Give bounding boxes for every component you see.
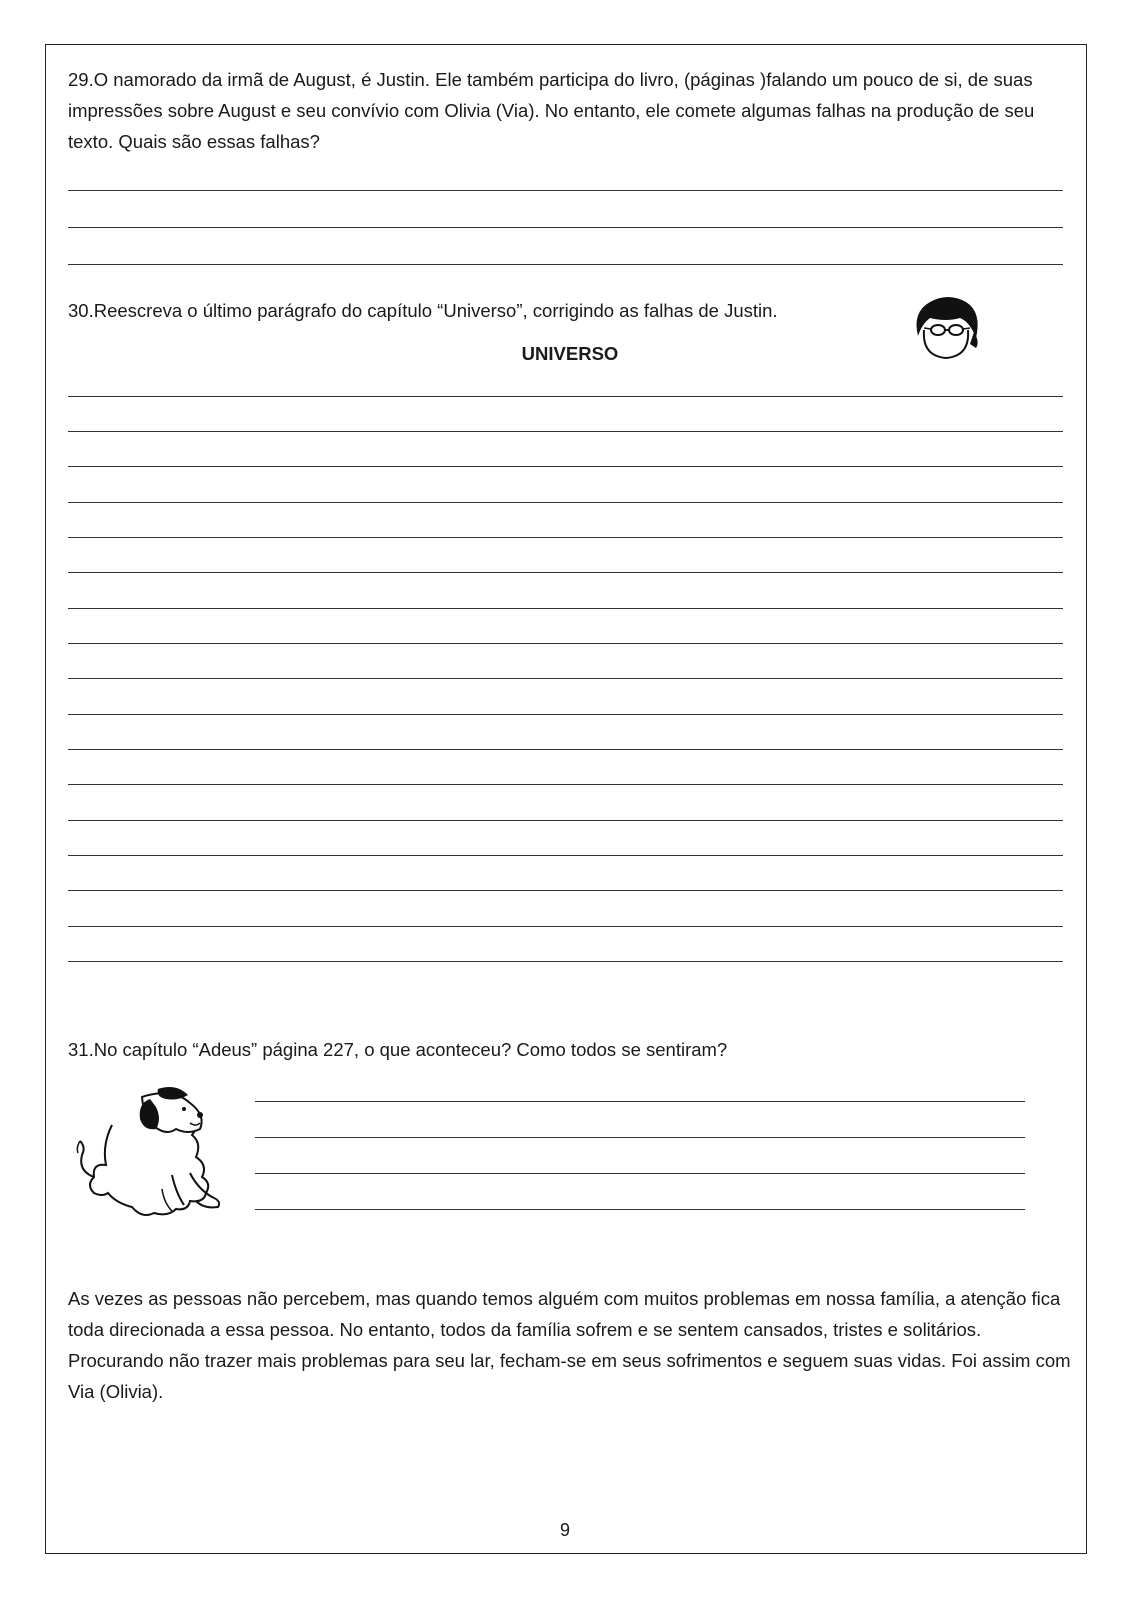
answer-line[interactable] xyxy=(68,855,1063,856)
answer-line[interactable] xyxy=(68,926,1063,927)
answer-line[interactable] xyxy=(68,502,1063,503)
answer-line[interactable] xyxy=(68,190,1063,191)
question-29: 29.O namorado da irmã de August, é Justin. Ele também participa do livro, (páginas )falando um pouco de si, de suas impressões sobre August e seu convívio com Olivia (Via). No entanto, ele comete algumas falhas na produção de seu texto. Quais são essas falhas? xyxy=(68,69,1035,152)
question-31: 31.No capítulo “Adeus” página 227, o que aconteceu? Como todos se sentiram? xyxy=(68,1039,728,1060)
answer-line[interactable] xyxy=(68,572,1063,573)
answer-line[interactable] xyxy=(255,1137,1025,1138)
answer-line[interactable] xyxy=(68,431,1063,432)
section-heading-universo: UNIVERSO xyxy=(521,343,619,364)
answer-line[interactable] xyxy=(68,749,1063,750)
face-with-glasses-icon xyxy=(910,292,985,364)
closing-paragraph: As vezes as pessoas não percebem, mas quando temos alguém com muitos problemas em nossa família, a atenção fica toda direcionada a essa pessoa. No entanto, todos da família sofrem e se sentem cansados, tristes e solitários. Procurando não trazer mais problemas para seu lar, fecham-se em seus sofrimentos e seguem suas vidas. Foi assim com Via (Olivia). xyxy=(68,1288,1071,1402)
answer-line[interactable] xyxy=(68,714,1063,715)
answer-line[interactable] xyxy=(68,396,1063,397)
answer-line[interactable] xyxy=(68,608,1063,609)
answer-line[interactable] xyxy=(68,784,1063,785)
page-number: 9 xyxy=(559,1520,570,1540)
dog-icon xyxy=(72,1085,232,1225)
question-30: 30.Reescreva o último parágrafo do capítulo “Universo”, corrigindo as falhas de Justin. xyxy=(68,300,778,321)
answer-line[interactable] xyxy=(68,961,1063,962)
answer-line[interactable] xyxy=(68,264,1063,265)
answer-line[interactable] xyxy=(255,1173,1025,1174)
answer-line[interactable] xyxy=(255,1209,1025,1210)
answer-line[interactable] xyxy=(68,227,1063,228)
answer-line[interactable] xyxy=(68,466,1063,467)
answer-line[interactable] xyxy=(68,537,1063,538)
answer-line[interactable] xyxy=(68,820,1063,821)
answer-line[interactable] xyxy=(68,643,1063,644)
answer-line[interactable] xyxy=(68,890,1063,891)
answer-line[interactable] xyxy=(68,678,1063,679)
answer-line[interactable] xyxy=(255,1101,1025,1102)
